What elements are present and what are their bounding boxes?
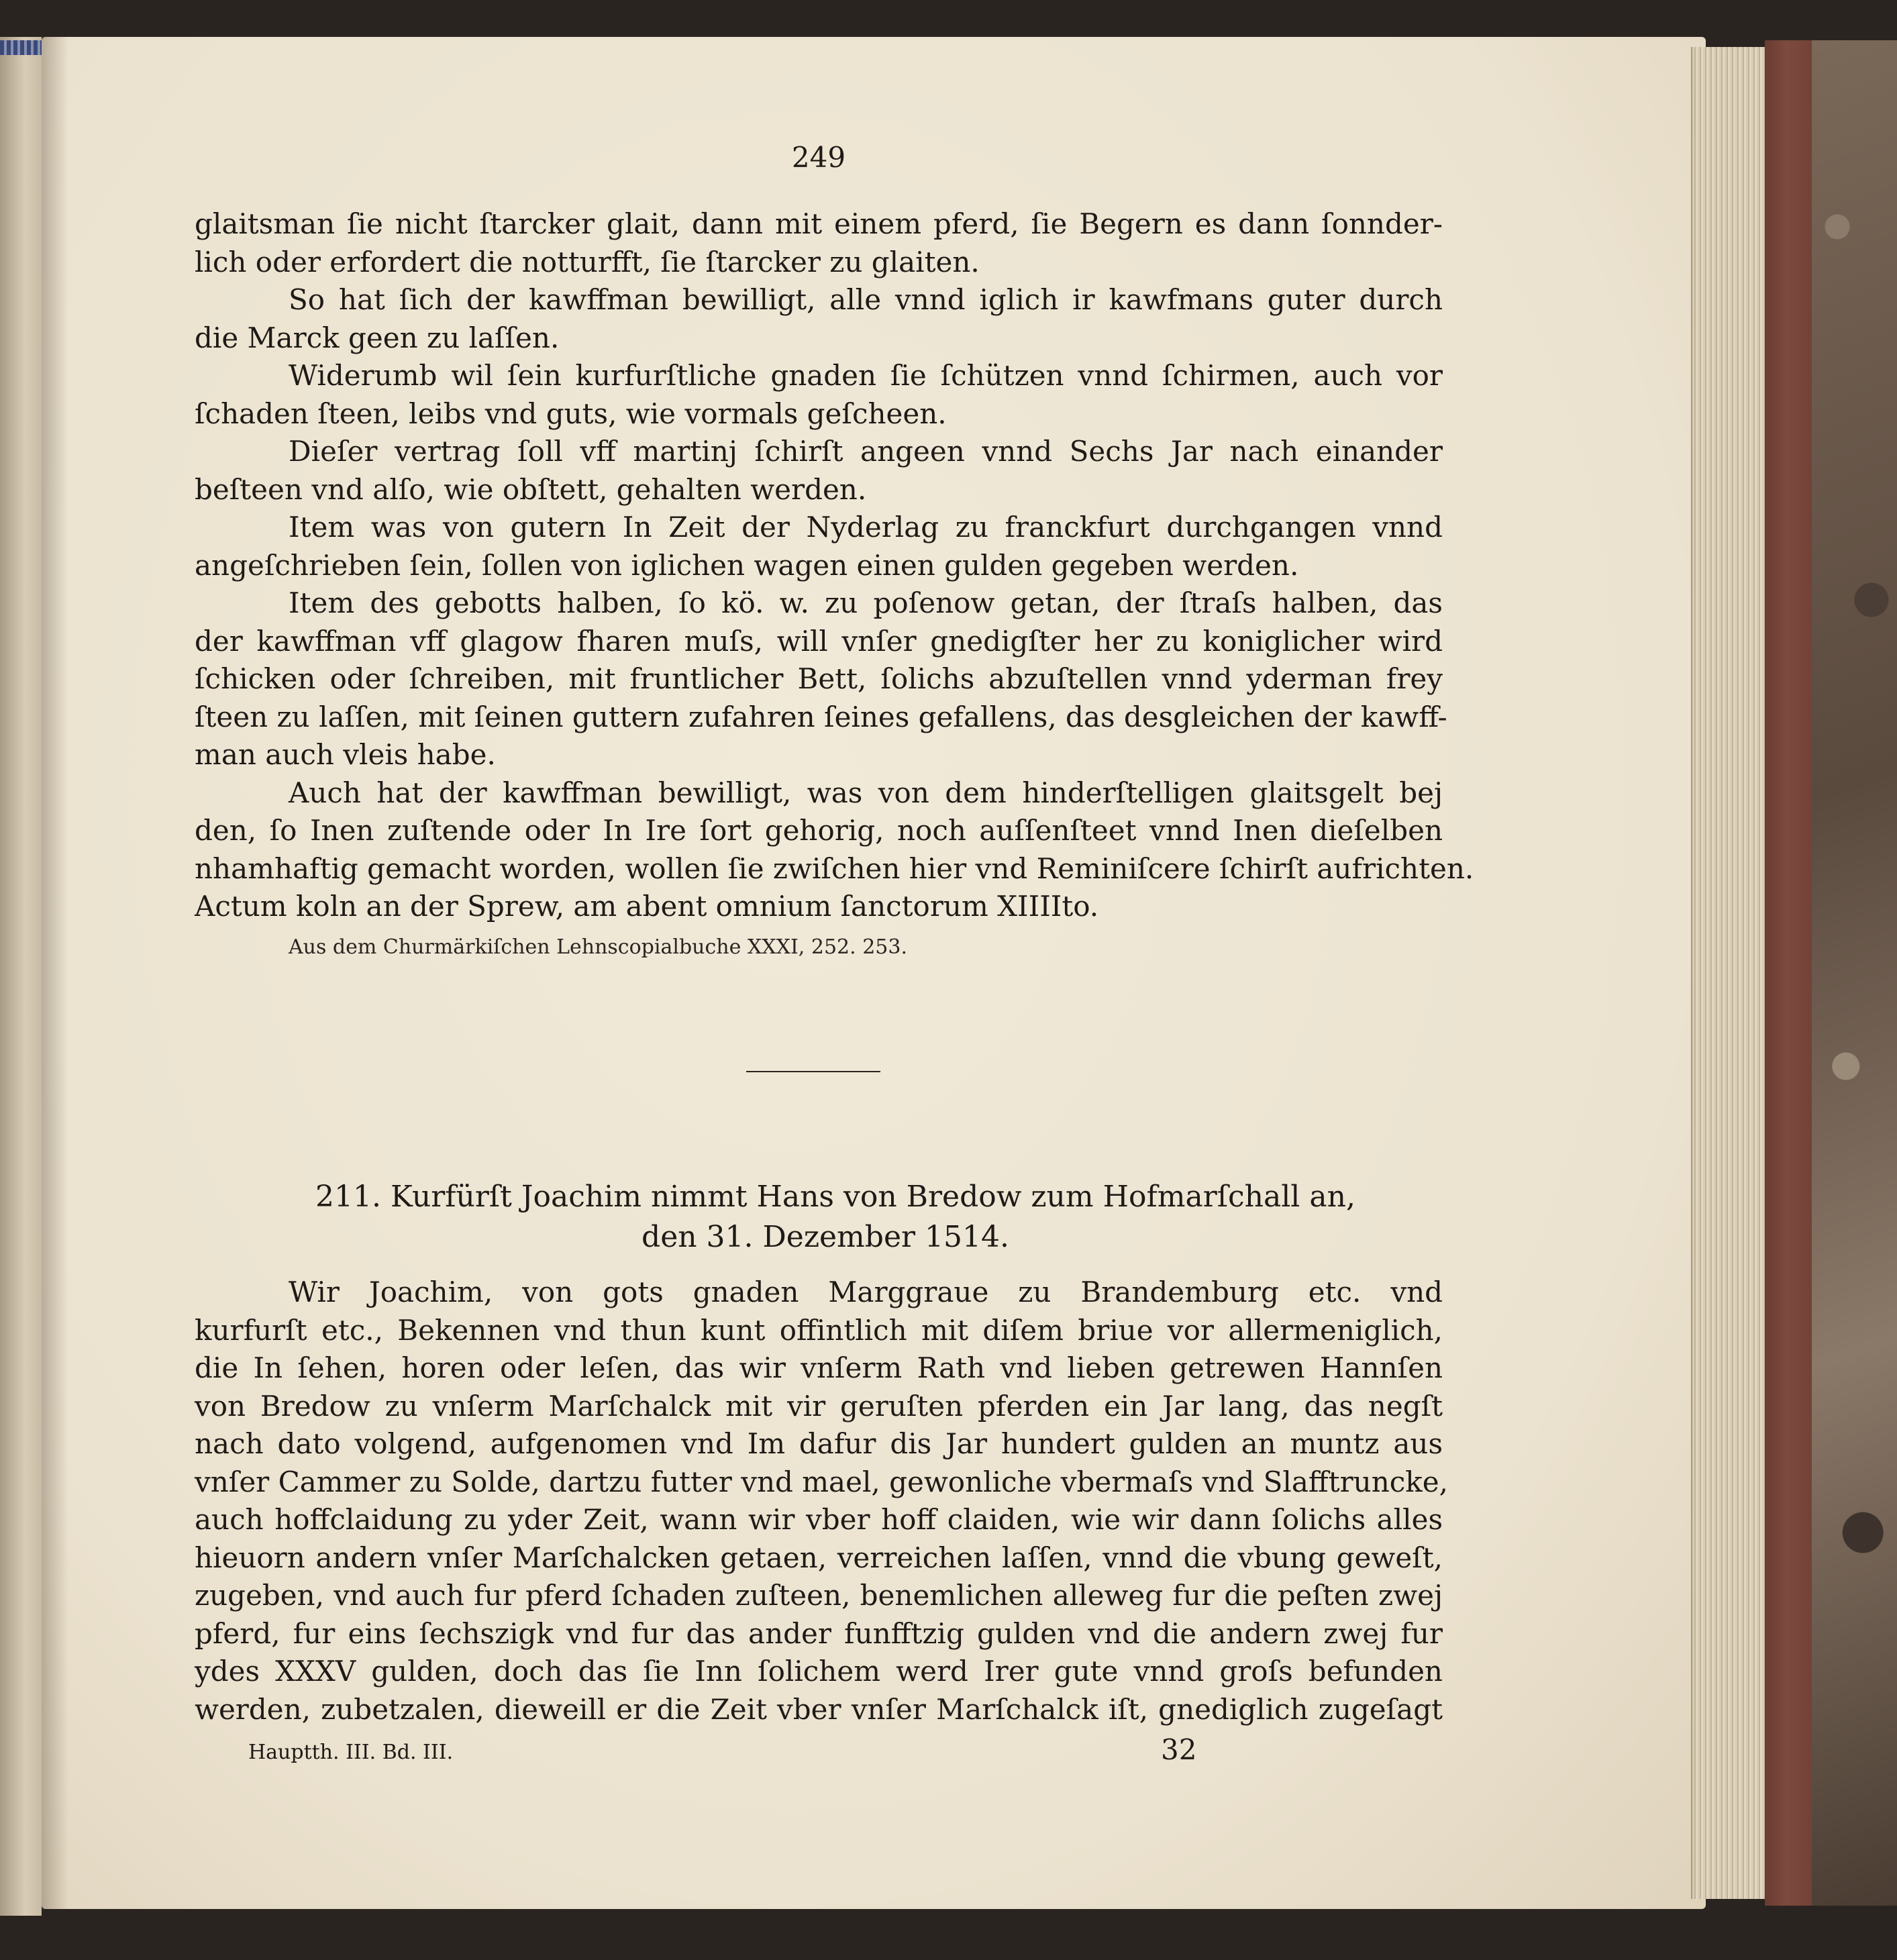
text-line: auch hoffclaidung zu yder Zeit, wann wir vber hoff claiden, wie wir dann ſolichs alles xyxy=(195,1503,1443,1536)
text-line: hieuorn andern vnſer Marſchalcken getaen, verreichen laſſen, vnnd die vbung geweſt, xyxy=(195,1541,1443,1574)
text-line: Auch hat der kawffman bewilligt, was von dem hinderſtelligen glaitsgelt bej xyxy=(289,776,1443,809)
text-line: nach dato volgend, aufgenomen vnd Im dafur dis Jar hundert gulden an muntz aus xyxy=(195,1427,1443,1460)
text-line: angeſchrieben ſein, ſollen von iglichen wagen einen gulden gegeben werden. xyxy=(195,548,1299,582)
left-bookmark-band xyxy=(0,40,42,55)
text-line: ſchaden ſteen, leibs vnd guts, wie vormals geſcheen. xyxy=(195,397,947,430)
text-line: kurfurſt etc., Bekennen vnd thun kunt offintlich mit diſem briue vor allermeniglich, xyxy=(195,1313,1443,1347)
text-line: Dieſer vertrag ſoll vff martinj ſchirſt angeen vnnd Sechs Jar nach einander xyxy=(289,435,1443,468)
text-line: glaitsman ſie nicht ſtarcker glait, dann mit einem pferd, ſie Begern es dann ſonnder- xyxy=(195,207,1443,240)
text-line: man auch vleis habe. xyxy=(195,738,496,771)
page-edges xyxy=(1691,47,1766,1899)
sheet-number: 32 xyxy=(1161,1733,1197,1766)
text-line: Item des gebotts halben, ſo kö. w. zu poſenow getan, der ſtraſs halben, das xyxy=(289,586,1443,619)
text-line: beſteen vnd alſo, wie obſtett, gehalten werden. xyxy=(195,472,867,506)
document-heading: 211. Kurfürſt Joachim nimmt Hans von Bredow zum Hofmarſchall an, xyxy=(315,1180,1355,1214)
text-line: ydes XXXV gulden, doch das ſie Inn ſolichem werd Irer gute vnnd groſs befunden xyxy=(195,1655,1443,1688)
text-line: vnſer Cammer zu Solde, dartzu futter vnd mael, gewonliche vbermaſs vnd Slafftruncke, xyxy=(195,1465,1448,1498)
signature-mark: Hauptth. III. Bd. III. xyxy=(248,1741,454,1764)
text-line: der kawffman vff glagow fharen muſs, will vnſer gnedigſter her zu koniglicher wird xyxy=(195,624,1443,658)
text-line: So hat ſich der kawffman bewilligt, alle vnnd iglich ir kawfmans guter durch xyxy=(289,283,1443,316)
text-line: ſchicken oder ſchreiben, mit fruntlicher Bett, ſolichs abzuſtellen vnnd yderman frey xyxy=(195,662,1443,695)
text-line: Wir Joachim, von gots gnaden Marggraue zu Brandemburg etc. vnd xyxy=(289,1276,1443,1308)
text-line: von Bredow zu vnſerm Marſchalck mit vir geruſten pferden ein Jar lang, das negſt xyxy=(195,1389,1443,1423)
text-line: zugeben, vnd auch fur pferd ſchaden zuſteen, benemlichen alleweg fur die peſten zwej xyxy=(195,1579,1443,1612)
text-line: Actum koln an der Sprew, am abent omnium ſanctorum XIIIIto. xyxy=(195,890,1099,923)
text-line: den, ſo Inen zuſtende oder In Ire ſort gehorig, noch auſſenſteet vnnd Inen dieſelben xyxy=(195,814,1443,847)
text-line: Widerumb wil ſein kurfurſtliche gnaden ſie ſchützen vnnd ſchirmen, auch vor xyxy=(289,359,1443,392)
text-line: Item was von gutern In Zeit der Nyderlag zu franckfurt durchgangen vnnd xyxy=(289,511,1443,544)
source-note: Aus dem Churmärkiſchen Lehnscopialbuche XXXI, 252. 253. xyxy=(289,935,908,959)
gutter-shadow xyxy=(42,37,68,1909)
text-line: pferd, fur eins ſechszigk vnd fur das ander funfftzig gulden vnd die andern zwej fur xyxy=(195,1616,1443,1650)
text-line: die In ſehen, horen oder leſen, das wir vnſerm Rath vnd lieben getrewen Hannſen xyxy=(195,1351,1443,1384)
text-line: werden, zubetzalen, dieweill er die Zeit vber vnſer Marſchalck iſt, gnediglich zugeſagt xyxy=(195,1692,1443,1726)
marbled-board xyxy=(1812,40,1897,1906)
page-number: 249 xyxy=(791,141,846,174)
text-line: lich oder erfordert die notturfft, ſie ſtarcker zu glaiten. xyxy=(195,245,980,278)
text-line: ſteen zu laſſen, mit ſeinen guttern zufahren ſeines gefallens, das desgleichen der kawff- xyxy=(195,700,1447,733)
left-page-edge xyxy=(0,37,42,1916)
document-date: den 31. Dezember 1514. xyxy=(642,1220,1009,1254)
text-line: die Marck geen zu laſſen. xyxy=(195,321,560,354)
text-line: nhamhaftig gemacht worden, wollen ſie zwiſchen hier vnd Reminiſcere ſchirſt aufrichten. xyxy=(195,852,1474,885)
section-divider xyxy=(746,1071,880,1072)
